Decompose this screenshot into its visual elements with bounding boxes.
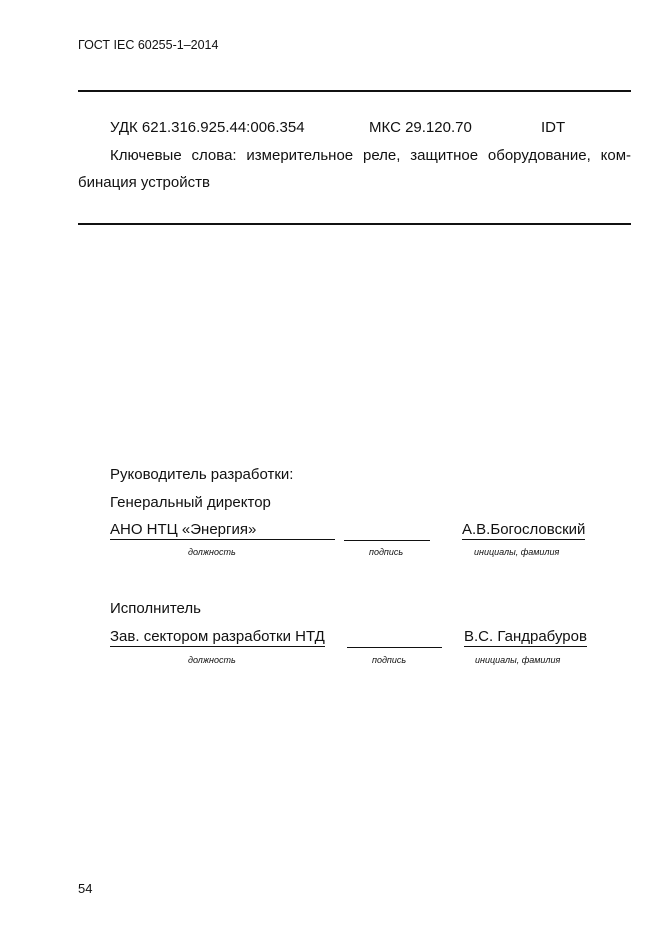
executor-name: В.С. Гандрабуров bbox=[464, 628, 587, 645]
executor-caption-name: инициалы, фамилия bbox=[475, 655, 561, 665]
executor-heading: Исполнитель bbox=[110, 600, 201, 617]
executor-caption-position: должность bbox=[188, 655, 236, 665]
udk-code: УДК 621.316.925.44:006.354 bbox=[110, 119, 305, 136]
executor-signature-line bbox=[347, 628, 442, 648]
executor-position: Зав. сектором разработки НТД bbox=[110, 628, 325, 645]
keywords-line-1: Ключевые слова: измерительное реле, защитное оборудование, ком- bbox=[110, 147, 631, 164]
lead-caption-name: инициалы, фамилия bbox=[474, 547, 560, 557]
lead-caption-position: должность bbox=[188, 547, 236, 557]
lead-heading: Руководитель разработки: bbox=[110, 466, 294, 483]
keywords-line-2: бинация устройств bbox=[78, 174, 210, 191]
idt-mark: IDT bbox=[541, 119, 566, 136]
lead-name: А.В.Богословский bbox=[462, 521, 586, 538]
document-header: ГОСТ IEC 60255-1–2014 bbox=[78, 38, 219, 52]
bottom-divider bbox=[78, 223, 631, 225]
lead-signature-line bbox=[344, 521, 430, 541]
lead-position: АНО НТЦ «Энергия» bbox=[110, 521, 335, 540]
top-divider bbox=[78, 90, 631, 92]
lead-title: Генеральный директор bbox=[110, 494, 271, 511]
mks-code: МКС 29.120.70 bbox=[369, 119, 472, 136]
executor-caption-signature: подпись bbox=[372, 655, 407, 665]
lead-caption-signature: подпись bbox=[369, 547, 404, 557]
page-number: 54 bbox=[78, 881, 93, 896]
